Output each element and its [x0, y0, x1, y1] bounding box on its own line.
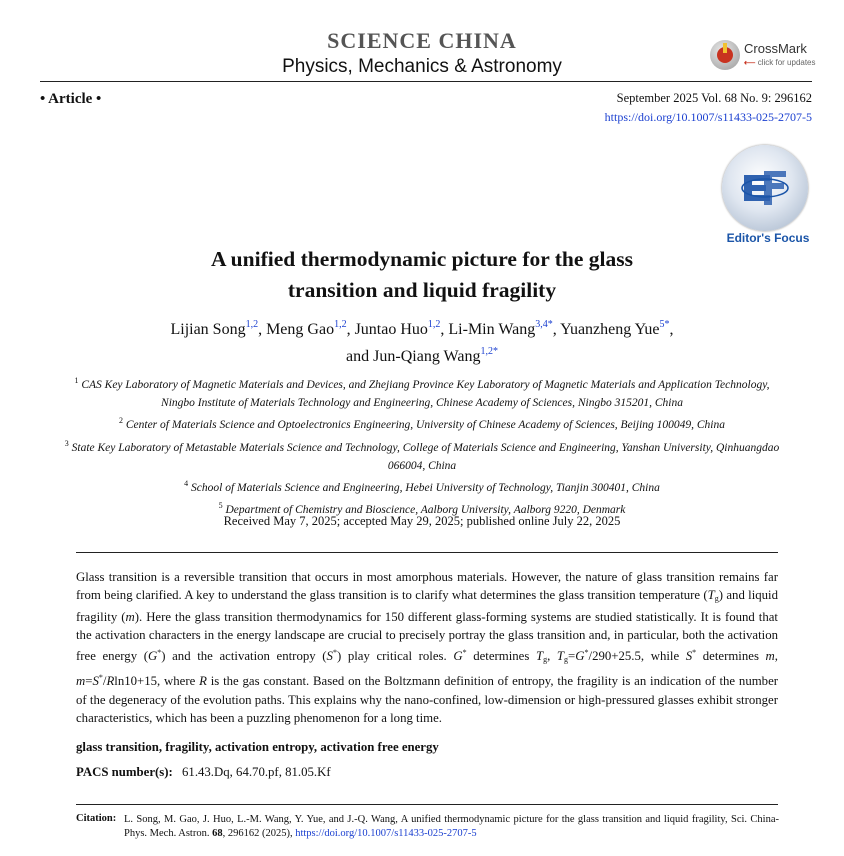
author: Meng Gao	[266, 321, 335, 338]
citation-label: Citation:	[76, 813, 117, 824]
editors-focus-label: Editor's Focus	[726, 231, 810, 245]
editors-focus-icon	[722, 145, 808, 231]
author: Yuanzheng Yue	[560, 321, 660, 338]
affiliation-3: $^3$ State Key Laboratory of Metastable Materials Science and Technology, College of Materials Science and Engineering, Yanshan University, Qinhuangdao 066004, China	[64, 438, 780, 472]
crossmark-subtitle: ⟵ click for updates	[744, 58, 816, 67]
journal-series: Physics, Mechanics & Astronomy	[282, 56, 562, 77]
citation-rule	[76, 804, 778, 805]
abstract-rule	[76, 552, 778, 553]
author-list: Lijian Song$^{1,2}$, Meng Gao$^{1,2}$, Juntao Huo$^{1,2}$, Li-Min Wang$^{3,4*}$, Yuanzheng Yue$^{5*}$, and Jun-Qiang Wang$^{1,2*}$	[170, 319, 674, 365]
author: Lijian Song	[170, 321, 246, 338]
journal-name: SCIENCE CHINA	[327, 28, 517, 53]
keywords: glass transition, fragility, activation entropy, activation free energy	[76, 740, 439, 754]
author: Jun-Qiang Wang	[373, 348, 481, 365]
editors-focus-badge	[722, 145, 808, 245]
pacs-numbers: PACS number(s): 61.43.Dq, 64.70.pf, 81.05.Kf	[76, 765, 331, 779]
header-rule	[40, 81, 812, 82]
publication-info: September 2025 Vol. 68 No. 9: 296162	[616, 91, 812, 105]
citation-doi-link[interactable]: https://doi.org/10.1007/s11433-025-2707-5	[295, 828, 477, 839]
affiliation-4: $^4$ School of Materials Science and Engineering, Hebei University of Technology, Tianjin 300401, China	[184, 479, 660, 495]
article-type: • Article •	[40, 91, 102, 107]
doi-link[interactable]: https://doi.org/10.1007/s11433-025-2707-5	[604, 110, 812, 124]
affiliation-2: $^2$ Center of Materials Science and Optoelectronics Engineering, University of Chinese Academy of Sciences, Beijing 100049, China	[118, 416, 726, 432]
crossmark-title: CrossMark	[744, 41, 807, 56]
crossmark-icon	[710, 40, 740, 70]
affiliation-1: $^1$ CAS Key Laboratory of Magnetic Materials and Devices, and Zhejiang Province Key Laboratory of Magnetic Materials and Application Technology, Ningbo Institute of Materials Technology and Engineering, Chinese Academy of Sciences, Ningbo 315201, China	[74, 376, 770, 410]
crossmark-badge[interactable]	[710, 38, 820, 74]
abstract: Glass transition is a reversible transition that occurs in most amorphous materials. However, the nature of glass transition remains far from being clarified. A key to understand the glass transition is to clarify what determines the glass transition temperature $(T_g)$ and liquid fragility (m). Here the glass transition thermodynamics for 150 different glass-forming systems are studied statistically. It is found that the activation characters in the energy landscape are crucial to precisely portray the glass transition and, in particular, both the activation free energy (G*) and the activation entropy (S*) play critical roles. G* determines $T_g$, $T_g=G^*/290+25.5$, while S* determines m, m=S*/Rln10+15, where R is the gas constant. Based on the Boltzmann definition of entropy, the fragility is an indication of the number of the degeneracy of the evolution paths. This explains why the nano-confined, low-dimension or high-pressured glasses exhibit stronger characteristics, which has been a puzzling phenomenon for a long time.	[76, 570, 779, 725]
paper-title: A unified thermodynamic picture for the glass transition and liquid fragility	[210, 247, 634, 302]
affiliations	[60, 372, 784, 519]
received-dates: Received May 7, 2025; accepted May 29, 2025; published online July 22, 2025	[223, 514, 621, 528]
affiliation-5: $^5$ Department of Chemistry and Bioscience, Aalborg University, Aalborg 9220, Denmark	[218, 501, 626, 517]
author: Li-Min Wang	[448, 321, 536, 338]
citation-text: L. Song, M. Gao, J. Huo, L.-M. Wang, Y. Yue, and J.-Q. Wang, A unified thermodynamic picture for the glass transition and liquid fragility, Sci. China-Phys. Mech. Astron. 68, 296162 (2025), https://doi.org/10.1007/s11433-025-2707-5	[124, 814, 779, 839]
author: Juntao Huo	[354, 321, 428, 338]
